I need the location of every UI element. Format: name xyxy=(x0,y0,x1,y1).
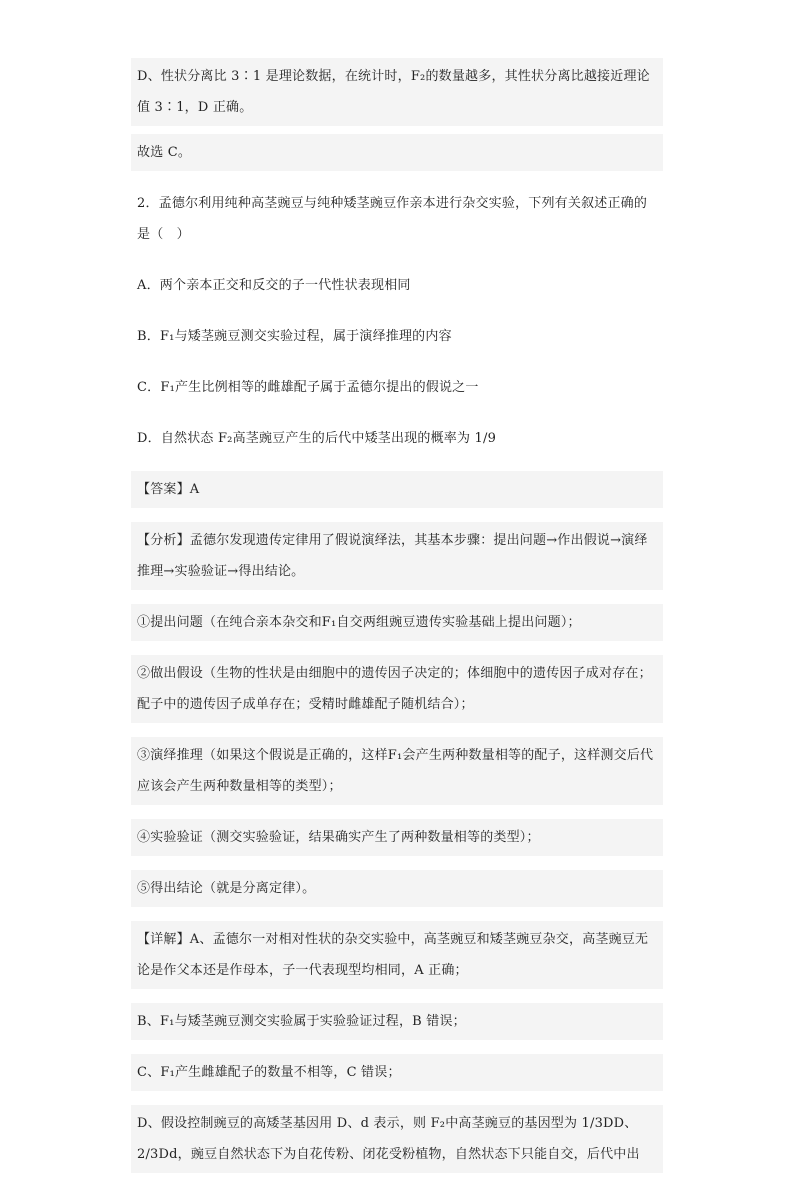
question-2-answer: 【答案】A xyxy=(131,471,663,508)
previous-answer-line: 故选 C。 xyxy=(131,134,663,171)
question-2-option-a: A．两个亲本正交和反交的子一代性状表现相同 xyxy=(131,267,663,304)
detail-option-b: B、F₁与矮茎豌豆测交实验属于实验验证过程，B 错误； xyxy=(131,1003,663,1040)
analysis-step-4: ④实验验证（测交实验验证，结果确实产生了两种数量相等的类型）； xyxy=(131,819,663,856)
analysis-step-5: ⑤得出结论（就是分离定律）。 xyxy=(131,870,663,907)
question-2-stem: 2．孟德尔利用纯种高茎豌豆与纯种矮茎豌豆作亲本进行杂交实验，下列有关叙述正确的是（ ） xyxy=(131,185,663,253)
analysis-step-3: ③演绎推理（如果这个假说是正确的，这样F₁会产生两种数量相等的配子，这样测交后代应该会产生两种数量相等的类型）； xyxy=(131,737,663,805)
question-2-option-c: C．F₁产生比例相等的雌雄配子属于孟德尔提出的假说之一 xyxy=(131,369,663,406)
question-2-option-b: B．F₁与矮茎豌豆测交实验过程，属于演绎推理的内容 xyxy=(131,318,663,355)
analysis-step-1: ①提出问题（在纯合亲本杂交和F₁自交两组豌豆遗传实验基础上提出问题）； xyxy=(131,604,663,641)
question-2-analysis: 【分析】孟德尔发现遗传定律用了假说演绎法，其基本步骤：提出问题→作出假说→演绎推理→实验验证→得出结论。 xyxy=(131,522,663,590)
detail-option-d: D、假设控制豌豆的高矮茎基因用 D、d 表示，则 F₂中高茎豌豆的基因型为 1/3DD、2/3Dd，豌豆自然状态下为自花传粉、闭花受粉植物，自然状态下只能自交，后代中出 xyxy=(131,1105,663,1173)
question-2-option-d: D．自然状态 F₂高茎豌豆产生的后代中矮茎出现的概率为 1/9 xyxy=(131,420,663,457)
detail-option-a: 【详解】A、孟德尔一对相对性状的杂交实验中，高茎豌豆和矮茎豌豆杂交，高茎豌豆无论是作父本还是作母本，子一代表现型均相同，A 正确； xyxy=(131,921,663,989)
analysis-step-2: ②做出假设（生物的性状是由细胞中的遗传因子决定的；体细胞中的遗传因子成对存在；配子中的遗传因子成单存在；受精时雌雄配子随机结合）； xyxy=(131,655,663,723)
detail-option-c: C、F₁产生雌雄配子的数量不相等，C 错误； xyxy=(131,1054,663,1091)
document-page xyxy=(131,58,663,1187)
option-d-explanation-prev: D、性状分离比 3∶1 是理论数据，在统计时，F₂的数量越多，其性状分离比越接近理论值 3∶1，D 正确。 xyxy=(131,58,663,126)
